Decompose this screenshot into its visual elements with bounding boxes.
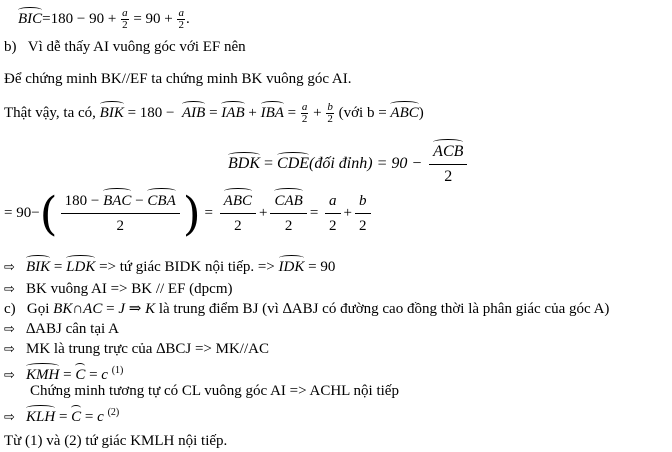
line-bic: BIC=180 − 90 + $\frac{a}{2}$ = 90 + $\frac{a}{2}$ . bbox=[18, 7, 190, 31]
line-10 bbox=[4, 320, 119, 339]
text-abj-can: ∆ABJ cân tại A bbox=[26, 321, 119, 337]
item-label-b: b) bbox=[4, 39, 17, 55]
line-7: ⇨ BIK = LDK => tứ giác BIDK nội tiếp. => IDK = 90 bbox=[4, 259, 336, 275]
line-6: = 90−( $\frac{\text{180 − BAC − CBA}}{2}$ ) = $\frac{\text{ABC}}{2}$ + $\frac{\text{CAB}}{2}$ = $\frac{a}{2}$ + $\frac{b}{2}$ bbox=[4, 190, 374, 237]
line-c: c) Gọi BK∩AC = J ⇒ K là trung điểm BJ (vì ∆ABJ có đường cao đồng thời là phân giác của góc A) bbox=[4, 301, 610, 317]
implies-arrow-icon: ⇨ bbox=[4, 282, 15, 297]
text-doi-dinh: (đối đỉnh) = 90 − bbox=[309, 155, 423, 173]
text-mk-trung-truc: MK là trung trực của ∆BCJ => MK//AC bbox=[26, 341, 269, 357]
text-line-2: Vì dễ thấy AI vuông góc với EF nên bbox=[27, 39, 246, 55]
line-b bbox=[4, 38, 246, 56]
text-goi: Gọi bbox=[26, 301, 50, 317]
text-eq90: = 90 bbox=[308, 259, 336, 275]
implies-arrow-icon: ⇨ bbox=[4, 368, 15, 383]
text-that-vay: Thật vậy, ta có, bbox=[4, 104, 96, 121]
text-trung-diem: là trung điểm BJ (vì ∆ABJ có đường cao đồng thời là phân giác của góc A) bbox=[158, 301, 610, 317]
line-11 bbox=[4, 340, 269, 359]
line-13: Chứng minh tương tự có CL vuông góc AI => ACHL nội tiếp bbox=[30, 383, 399, 399]
line-5: BDK = CDE(đối đỉnh) = 90 − $\frac{\text{ACB}}{2}$ bbox=[228, 142, 470, 187]
implies-arrow-icon: ⇨ bbox=[4, 260, 15, 275]
text-bk-vuong: BK vuông AI => BK // EF (dpcm) bbox=[26, 281, 233, 297]
implies-arrow-icon: ⇨ bbox=[4, 342, 15, 357]
line-3: Để chứng minh BK//EF ta chứng minh BK vuông góc AI. bbox=[4, 71, 352, 87]
footnote-2: (2) bbox=[107, 407, 120, 418]
implies-arrow-icon: ⇨ bbox=[4, 322, 15, 337]
text-bidk: => tứ giác BIDK nội tiếp. => bbox=[99, 259, 275, 275]
text-voi-b: (với b = bbox=[338, 104, 387, 121]
line-14: ⇨ KLH = C = c $^{(2)}$ bbox=[4, 407, 120, 425]
implies-arrow-icon: ⇨ bbox=[4, 410, 15, 425]
footnote-1: (1) bbox=[111, 365, 124, 376]
item-label-c: c) bbox=[4, 301, 16, 317]
text-eq-90: = 90− bbox=[4, 205, 40, 221]
line-12: ⇨ KMH = C = c $^{(1)}$ bbox=[4, 365, 124, 383]
line-15: Từ (1) và (2) tứ giác KMLH nội tiếp. bbox=[4, 433, 228, 449]
line-4: Thật vậy, ta có, BIK = 180 − AIB = IAB + IBA = $\frac{a}{2}$ + $\frac{b}{2}$ (với b = ABC) bbox=[4, 101, 424, 125]
line-8 bbox=[4, 280, 233, 299]
